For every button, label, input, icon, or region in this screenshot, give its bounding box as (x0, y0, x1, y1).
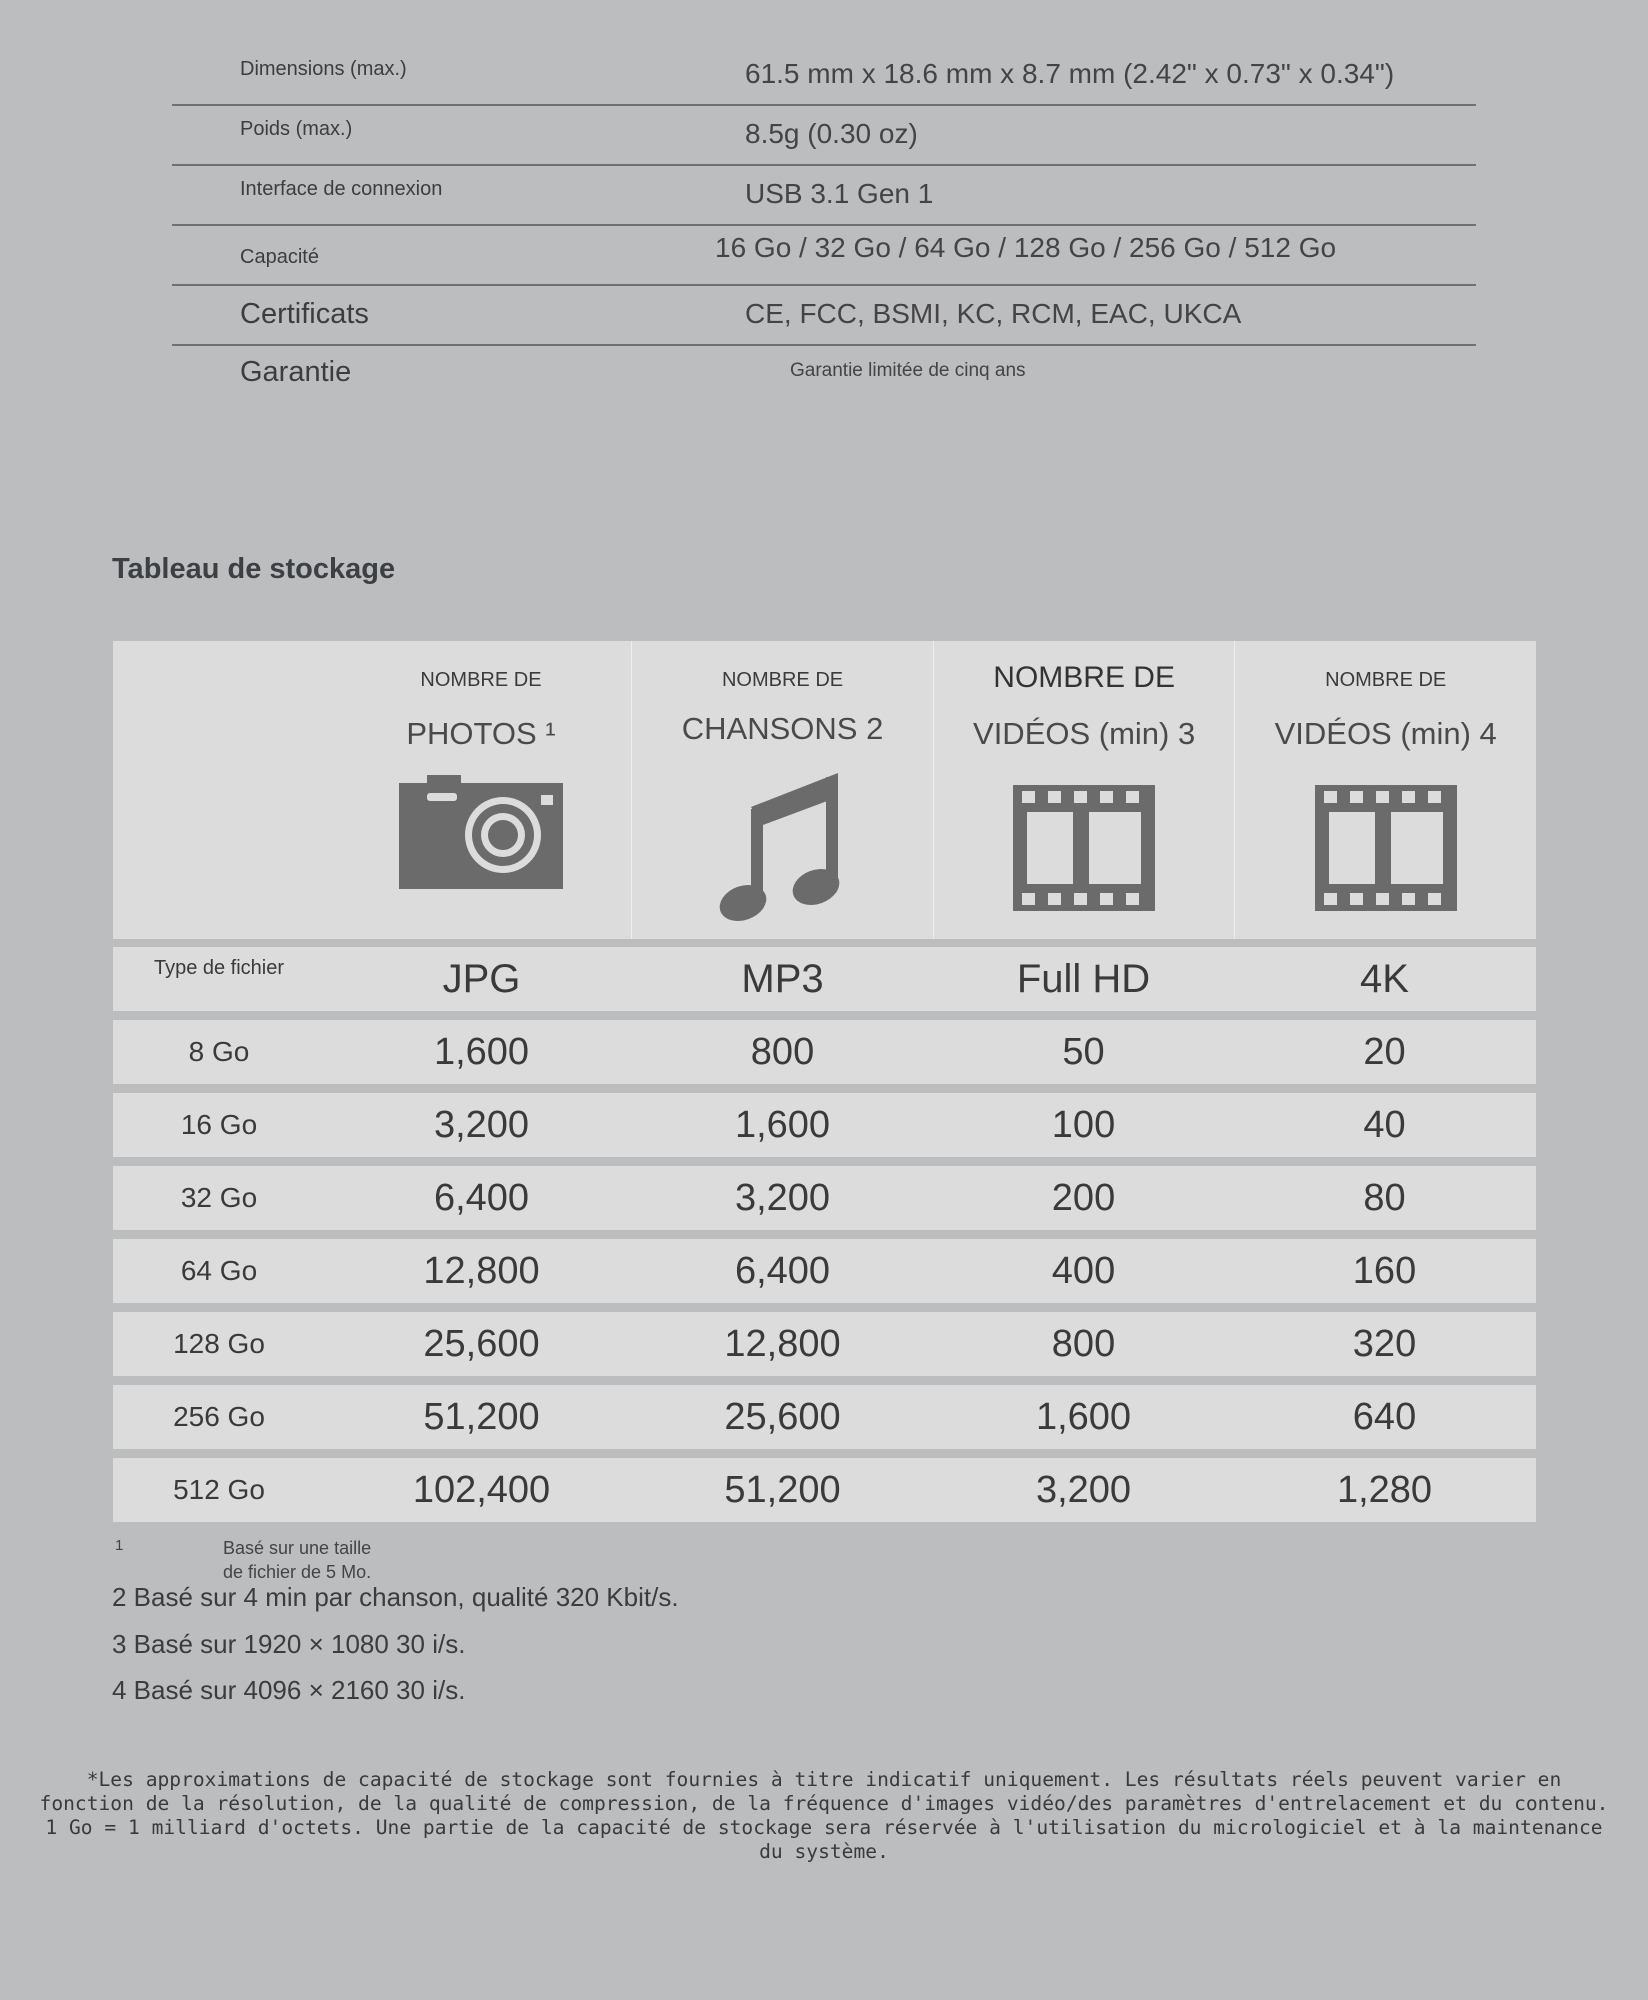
table-cell: 4K (1360, 956, 1409, 1001)
spec-label: Certificats (240, 298, 369, 330)
film-icon (1013, 785, 1155, 911)
row-label: 128 Go (173, 1328, 265, 1359)
header-line2: VIDÉOS (min) 3 (973, 716, 1196, 751)
spec-value: CE, FCC, BSMI, KC, RCM, EAC, UKCA (745, 298, 1242, 329)
table-cell: 40 (1363, 1103, 1406, 1146)
table-cell: 1,600 (433, 1030, 530, 1073)
table-cell: 1,600 (734, 1103, 831, 1146)
table-row (113, 1312, 1536, 1376)
table-cell: 100 (1051, 1103, 1116, 1146)
row-label: 16 Go (180, 1109, 258, 1140)
music-note-icon (718, 769, 848, 921)
header-line1: NOMBRE DE (420, 669, 542, 691)
spec-row-dimensions (172, 46, 1476, 106)
table-cell: 800 (750, 1030, 815, 1073)
spec-table (172, 46, 1476, 404)
disclaimer: *Les approximations de capacité de stockage sont fournies à titre indicatif uniquement. Les résultats réels peuvent varier en fonction de la résolution, de la qualité de compression, de la fréquence d'images vidéo/des paramètres d'entrelacement et du contenu. 1 Go = 1 milliard d'octets. Une partie de la capacité de stockage sera réservée à l'utilisation du micrologiciel et à la maintenance du système. (39, 1768, 1609, 1863)
table-cell: 800 (1051, 1322, 1116, 1365)
header-line2: PHOTOS ¹ (406, 716, 556, 751)
spec-row-interface (172, 166, 1476, 226)
spec-row-certificates (172, 286, 1476, 346)
table-row (113, 1239, 1536, 1303)
table-cell: 51,200 (423, 1395, 540, 1438)
footnote-1-line1: Basé sur une taille (223, 1538, 372, 1558)
film-icon (1315, 785, 1457, 911)
spec-row-warranty (172, 346, 1476, 404)
storage-table (113, 641, 1536, 1531)
table-cell: 12,800 (724, 1322, 841, 1365)
spec-value: 61.5 mm x 18.6 mm x 8.7 mm (2.42" x 0.73" x 0.34") (745, 58, 1395, 89)
row-label: 64 Go (180, 1255, 258, 1286)
spec-label: Capacité (240, 246, 319, 268)
header-line1: NOMBRE DE (993, 661, 1175, 694)
storage-header-row (113, 641, 1536, 939)
spec-value: USB 3.1 Gen 1 (745, 178, 934, 209)
table-cell: 3,200 (734, 1176, 831, 1219)
table-cell: MP3 (741, 956, 824, 1001)
table-cell: 25,600 (724, 1395, 841, 1438)
table-row (113, 1093, 1536, 1157)
footnote-1-line2: de fichier de 5 Mo. (223, 1562, 372, 1582)
row-label: Type de fichier (153, 957, 285, 979)
table-cell: Full HD (1016, 956, 1151, 1001)
header-line1: NOMBRE DE (1325, 669, 1447, 691)
table-cell: 50 (1062, 1030, 1105, 1073)
table-cell: 1,280 (1336, 1468, 1433, 1511)
table-cell: JPG (442, 956, 521, 1001)
table-cell: 6,400 (433, 1176, 530, 1219)
spec-value: Garantie limitée de cinq ans (790, 360, 1026, 381)
table-row (113, 1385, 1536, 1449)
footnote-3: 3 Basé sur 1920 × 1080 30 i/s. (112, 1629, 466, 1659)
footnote-1 (223, 1536, 371, 1584)
header-videos-fullhd (933, 641, 1235, 939)
row-label: 32 Go (180, 1182, 258, 1213)
header-photos (331, 641, 632, 939)
table-cell: 3,200 (1035, 1468, 1132, 1511)
spec-label: Interface de connexion (240, 178, 443, 200)
row-label: 8 Go (188, 1036, 250, 1067)
table-cell: 640 (1352, 1395, 1417, 1438)
table-cell: 102,400 (412, 1468, 551, 1511)
spec-value: 8.5g (0.30 oz) (745, 118, 918, 149)
header-line2: VIDÉOS (min) 4 (1274, 716, 1497, 751)
header-line2: CHANSONS 2 (681, 711, 884, 746)
table-cell: 400 (1051, 1249, 1116, 1292)
table-cell: 6,400 (734, 1249, 831, 1292)
header-line1: NOMBRE DE (721, 669, 844, 691)
table-row (113, 1166, 1536, 1230)
table-row (113, 1020, 1536, 1084)
table-cell: 1,600 (1035, 1395, 1132, 1438)
table-cell: 3,200 (433, 1103, 530, 1146)
footnote-2: 2 Basé sur 4 min par chanson, qualité 320 Kbit/s. (112, 1582, 679, 1612)
header-songs (631, 641, 933, 939)
header-empty-cell (113, 641, 331, 939)
spec-value: 16 Go / 32 Go / 64 Go / 128 Go / 256 Go / 512 Go (715, 232, 1337, 263)
table-cell: 80 (1363, 1176, 1406, 1219)
table-cell: 12,800 (423, 1249, 540, 1292)
table-row (113, 1458, 1536, 1522)
row-label: 512 Go (173, 1474, 265, 1505)
spec-row-capacity (172, 226, 1476, 286)
row-label: 256 Go (173, 1401, 265, 1432)
header-videos-4k (1234, 641, 1536, 939)
spec-label: Dimensions (max.) (240, 58, 407, 80)
footnote-4: 4 Basé sur 4096 × 2160 30 i/s. (112, 1675, 466, 1705)
table-cell: 320 (1352, 1322, 1417, 1365)
camera-icon (399, 771, 563, 889)
table-cell: 51,200 (724, 1468, 841, 1511)
spec-label: Garantie (240, 356, 352, 388)
table-cell: 160 (1352, 1249, 1417, 1292)
table-cell: 200 (1051, 1176, 1116, 1219)
spec-row-weight (172, 106, 1476, 166)
spec-label: Poids (max.) (240, 118, 353, 140)
footnote-1-mark: 1 (115, 1537, 124, 1554)
table-cell: 20 (1363, 1030, 1406, 1073)
storage-title: Tableau de stockage (112, 553, 396, 585)
file-type-row (113, 947, 1536, 1011)
table-cell: 25,600 (423, 1322, 540, 1365)
